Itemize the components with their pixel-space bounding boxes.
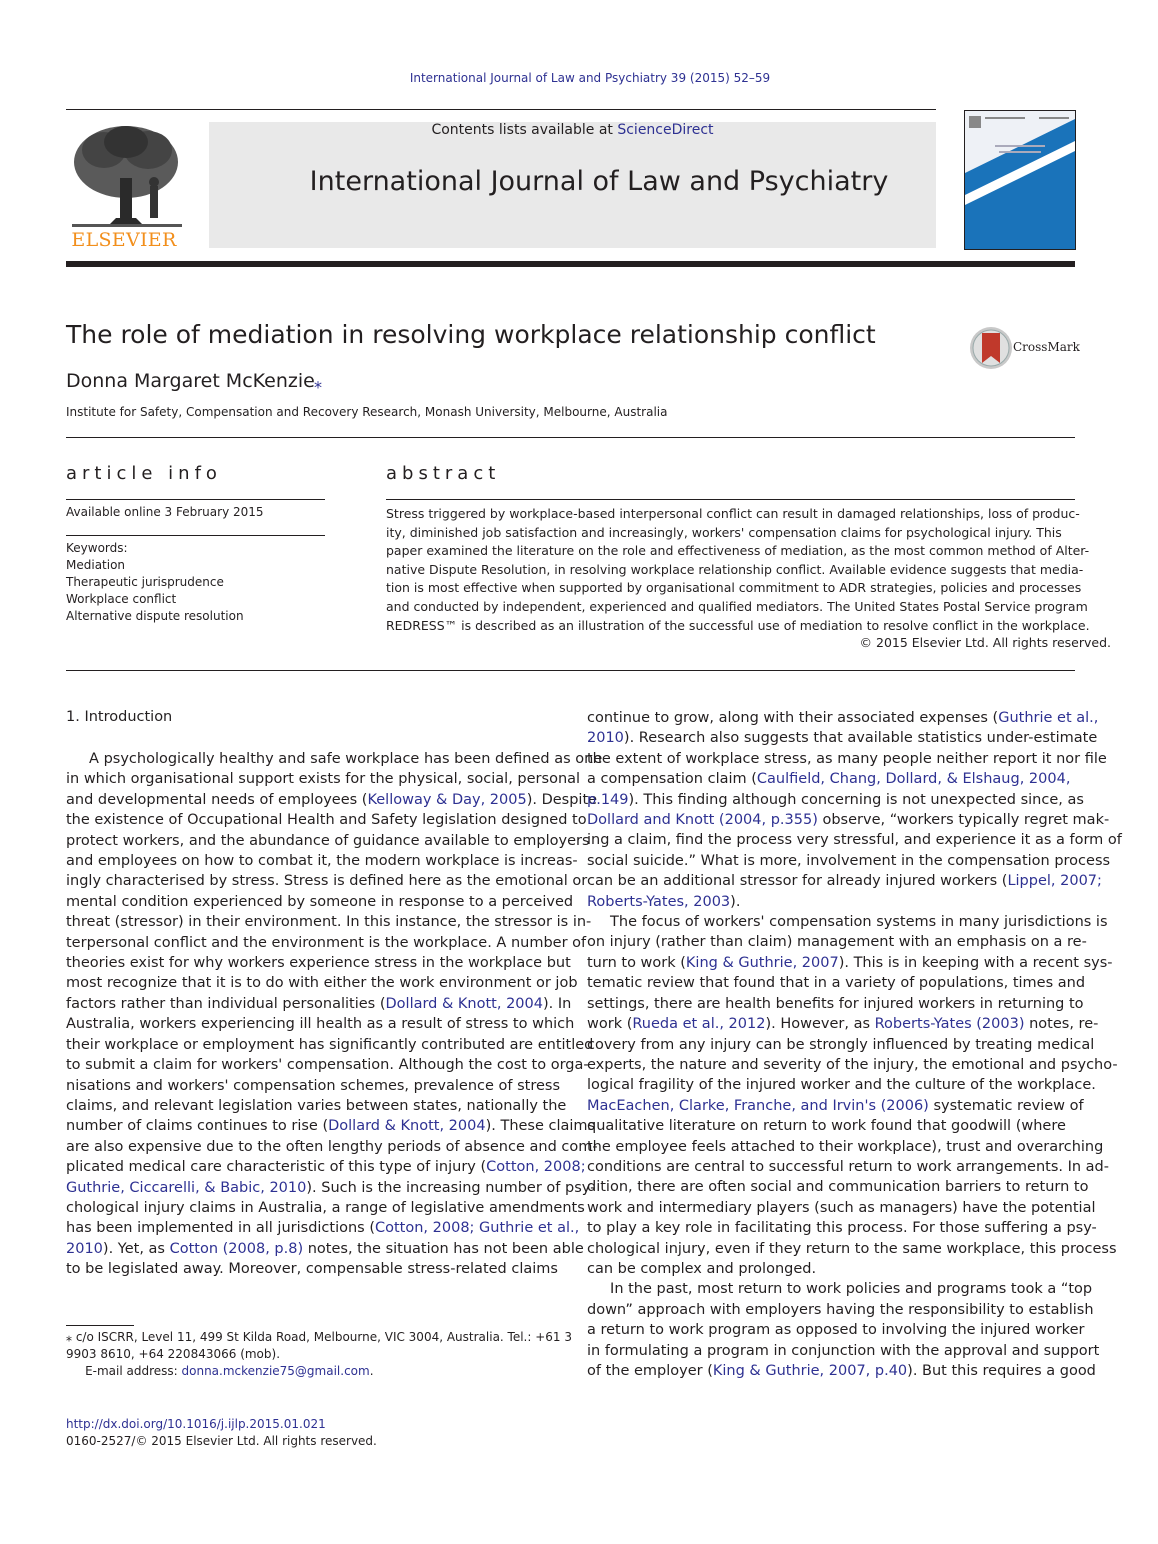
body-line <box>587 1055 1122 1075</box>
body-text: chological injury, even if they return to the same workplace, this process <box>587 1240 1117 1257</box>
journal-title: International Journal of Law and Psychiatry <box>309 166 889 197</box>
author-footnote-mark[interactable]: ⁎ <box>314 373 322 392</box>
body-text: the existence of Occupational Health and Safety legislation designed to <box>66 812 587 829</box>
body-line <box>587 1198 1122 1218</box>
body-line <box>587 830 1122 850</box>
contents-prefix: Contents lists available at <box>431 122 618 138</box>
body-text: ). This is in keeping with a recent sys- <box>838 954 1113 971</box>
body-line <box>66 994 602 1014</box>
citation-link[interactable]: Dollard and Knott (2004, p.355) <box>587 812 818 829</box>
body-text: on injury (rather than claim) management with an emphasis on a re- <box>587 934 1087 951</box>
body-text: claims, and relevant legislation varies between states, nationally the <box>66 1097 567 1114</box>
body-text: ). This ﬁnding although concerning is not unexpected since, as <box>628 791 1084 808</box>
body-text: observe, “workers typically regret mak- <box>817 812 1110 829</box>
abstract-line: Stress triggered by workplace-based interpersonal conﬂict can result in damaged relationships, loss of produc- <box>386 506 1080 521</box>
body-text: in formulating a program in conjunction with the approval and support <box>587 1342 1100 1359</box>
body-line <box>587 1300 1122 1320</box>
keyword: Alternative dispute resolution <box>66 609 244 623</box>
abstract-line: and conducted by independent, experienced and qualiﬁed mediators. The United States Postal Service program <box>386 598 1088 614</box>
top-rule <box>66 109 936 110</box>
body-text: down” approach with employers having the responsibility to establish <box>587 1301 1094 1318</box>
body-line <box>66 973 602 993</box>
body-text: theories exist for why workers experience stress in the workplace but <box>66 955 571 972</box>
citation-link[interactable]: Guthrie, Ciccarelli, & Babic, 2010 <box>66 1179 307 1196</box>
body-text: the extent of workplace stress, as many people neither report it nor ﬁle <box>587 750 1107 767</box>
body-line <box>66 1076 602 1096</box>
body-text: chological injury claims in Australia, a range of legislative amendments <box>66 1199 585 1216</box>
body-text: ). Such is the increasing number of psy- <box>306 1179 596 1196</box>
body-line <box>66 1137 602 1157</box>
header-thick-rule <box>66 261 1075 267</box>
body-line <box>66 953 602 973</box>
body-line <box>587 973 1122 993</box>
body-text: logical fragility of the injured worker and the culture of the workplace. <box>587 1077 1096 1094</box>
body-line <box>66 1218 602 1238</box>
keyword: Workplace conflict <box>66 592 177 606</box>
body-text: can be an additional stressor for already injured workers ( <box>587 873 1008 890</box>
body-text: the employee feels attached to their workplace), trust and overarching <box>587 1138 1104 1155</box>
body-text: experts, the nature and severity of the injury, the emotional and psycho- <box>587 1056 1118 1073</box>
body-text: continue to grow, along with their associated expenses ( <box>587 710 999 726</box>
email-label: E-mail address: <box>66 1364 182 1378</box>
body-text: and developmental needs of employees ( <box>66 791 368 808</box>
footnote-phone: 9903 8610, +64 220843066 (mob). <box>66 1347 281 1361</box>
doi-link[interactable]: http://dx.doi.org/10.1016/j.ijlp.2015.01.021 <box>66 1417 326 1431</box>
citation-link[interactable]: Roberts-Yates (2003) <box>874 1016 1025 1033</box>
citation-link[interactable]: Roberts-Yates, 2003 <box>587 893 731 910</box>
body-text: most recognize that it is to do with either the work environment or job <box>66 975 578 992</box>
email-link[interactable]: donna.mckenzie75@gmail.com <box>181 1364 370 1378</box>
citation-link[interactable]: Rueda et al., 2012 <box>632 1016 766 1033</box>
body-text: mental condition experienced by someone in response to a perceived <box>66 893 574 910</box>
citation-link[interactable]: Caulﬁeld, Chang, Dollard, & Elshaug, 2004, <box>756 771 1071 788</box>
keywords-label: Keywords: <box>66 541 128 555</box>
body-text: to submit a claim for workers' compensation. Although the cost to orga- <box>66 1057 589 1074</box>
body-text: turn to work ( <box>587 954 686 971</box>
doi-block <box>66 1416 377 1450</box>
abstract-rule <box>386 499 1075 500</box>
body-line <box>587 953 1122 973</box>
footnote-address: ⁎ c/o ISCRR, Level 11, 499 St Kilda Road, Melbourne, VIC 3004, Australia. Tel.: +61 3 <box>66 1330 573 1344</box>
body-line <box>66 912 602 932</box>
body-line <box>587 1320 1122 1340</box>
body-line <box>587 1361 1122 1381</box>
author-name: Donna Margaret McKenzie <box>66 370 315 392</box>
body-line <box>587 790 1122 810</box>
body-text: to be legislated away. Moreover, compensable stress-related claims <box>66 1261 558 1278</box>
body-line <box>587 728 1122 748</box>
body-line <box>587 892 1122 912</box>
body-text: ingly characterised by stress. Stress is deﬁned here as the emotional or <box>66 873 588 890</box>
body-text: dition, there are often social and communication barriers to return to <box>587 1179 1089 1196</box>
body-text: ). Yet, as <box>102 1240 170 1257</box>
journal-cover-art <box>965 111 1075 249</box>
crossmark-label: CrossMark <box>1013 340 1080 354</box>
citation-link[interactable]: King & Guthrie, 2007, p.40 <box>712 1363 908 1379</box>
keyword: Mediation <box>66 558 126 572</box>
body-column-left <box>66 749 602 1280</box>
body-text: work ( <box>587 1016 633 1033</box>
citation-link[interactable]: Cotton, 2008; Guthrie et al., <box>375 1220 580 1237</box>
journal-cover[interactable] <box>964 110 1076 250</box>
body-line <box>587 769 1122 789</box>
body-text: and employees on how to combat it, the modern workplace is increas- <box>66 853 578 870</box>
body-line <box>66 871 602 891</box>
body-text: a compensation claim ( <box>587 771 757 788</box>
body-text: nisations and workers' compensation schemes, prevalence of stress <box>66 1077 561 1094</box>
citation-link[interactable]: p.149 <box>587 791 629 808</box>
body-text: ). These claims <box>485 1118 596 1135</box>
body-text: ing a claim, ﬁnd the process very stressful, and experience it as a form of <box>587 832 1122 849</box>
citation-link[interactable]: Dollard & Knott, 2004 <box>328 1118 486 1135</box>
body-text: covery from any injury can be strongly inﬂuenced by treating medical <box>587 1036 1095 1053</box>
body-line <box>66 1178 602 1198</box>
body-text: ). <box>730 893 741 910</box>
body-line <box>66 1157 602 1177</box>
rule-below-affiliation <box>66 437 1075 438</box>
body-line <box>587 1137 1122 1157</box>
body-text: are also expensive due to the often lengthy periods of absence and com- <box>66 1138 598 1155</box>
body-line <box>66 851 602 871</box>
body-text: social suicide.” What is more, involvement in the compensation process <box>587 852 1111 869</box>
body-line <box>587 1075 1122 1095</box>
body-line <box>66 1014 602 1034</box>
body-line <box>66 1259 602 1279</box>
abstract-line: paper examined the literature on the role and effectiveness of mediation, as the most common method of Alter- <box>386 543 1090 559</box>
body-text: tematic review that found that in a variety of populations, times and <box>587 975 1086 992</box>
body-text: terpersonal conﬂict and the environment is the workplace. A number of <box>66 934 587 951</box>
body-line <box>587 1177 1122 1197</box>
body-line <box>66 1239 602 1259</box>
body-line <box>587 1096 1122 1116</box>
journal-citation[interactable]: International Journal of Law and Psychiatry 39 (2015) 52–59 <box>409 71 771 85</box>
citation-link[interactable]: Dollard & Knott, 2004 <box>385 995 543 1012</box>
footnote-rule <box>66 1325 134 1326</box>
body-line <box>66 749 602 769</box>
abstract-line: ity, diminished job satisfaction and increasingly, workers' compensation claims for psychological injury. This <box>386 524 1062 540</box>
citation-link[interactable]: King & Guthrie, 2007 <box>685 954 839 971</box>
author-affiliation: Institute for Safety, Compensation and Recovery Research, Monash University, Melbourne, Australia <box>66 405 668 419</box>
issn-copyright: 0160-2527/© 2015 Elsevier Ltd. All rights reserved. <box>66 1434 377 1448</box>
citation-link[interactable]: Cotton, 2008; <box>486 1159 586 1176</box>
body-line <box>66 1096 602 1116</box>
article-title: The role of mediation in resolving workplace relationship conflict <box>66 320 876 349</box>
citation-link[interactable]: 2010 <box>587 730 624 747</box>
body-text: work and intermediary players (such as managers) have the potential <box>587 1199 1096 1216</box>
citation-link[interactable]: Cotton (2008, p.8) <box>169 1240 304 1257</box>
rule-below-abstract <box>66 670 1075 671</box>
body-text: settings, there are health beneﬁts for injured workers in returning to <box>587 995 1084 1012</box>
body-text: ). But this requires a good <box>907 1363 1096 1379</box>
body-text: notes, the situation has not been able <box>303 1240 584 1257</box>
body-line <box>587 810 1122 830</box>
body-text: ). Despite <box>526 791 598 808</box>
body-text: a return to work program as opposed to involving the injured worker <box>587 1322 1085 1339</box>
body-text: ). However, as <box>765 1016 875 1033</box>
keyword: Therapeutic jurisprudence <box>66 575 224 589</box>
body-line <box>587 932 1122 952</box>
body-line <box>66 810 602 830</box>
body-text: of the employer ( <box>587 1363 713 1379</box>
body-text: in which organisational support exists for the physical, social, personal <box>66 771 581 788</box>
body-line <box>587 1259 1122 1279</box>
body-text: to play a key role in facilitating this process. For those suffering a psy- <box>587 1220 1097 1237</box>
body-line <box>587 1279 1122 1299</box>
citation-link[interactable]: Lippel, 2007; <box>1007 873 1102 890</box>
body-line <box>66 933 602 953</box>
body-line <box>587 749 1122 769</box>
body-line <box>66 892 602 912</box>
body-line <box>587 1116 1122 1136</box>
body-line <box>66 1116 602 1136</box>
body-text: ). In <box>542 995 572 1012</box>
citation-link[interactable]: Kelloway & Day, 2005 <box>367 791 527 808</box>
body-line <box>587 1218 1122 1238</box>
body-text: plicated medical care characteristic of this type of injury ( <box>66 1159 487 1176</box>
section-heading-introduction: 1. Introduction <box>66 709 173 725</box>
body-line <box>587 1157 1122 1177</box>
article-info-heading: article info <box>66 463 222 484</box>
body-line <box>587 871 1122 891</box>
keywords-rule <box>66 535 325 536</box>
body-line <box>587 1014 1122 1034</box>
body-line <box>587 708 1122 728</box>
body-text: In the past, most return to work policies and programs took a “top <box>587 1281 1093 1298</box>
body-text: The focus of workers' compensation systems in many jurisdictions is <box>587 914 1108 931</box>
body-text: their workplace or employment has signiﬁcantly contributed are entitled <box>66 1036 594 1053</box>
body-text: protect workers, and the abundance of guidance available to employers <box>66 832 590 849</box>
body-text: ). Research also suggests that available statistics under-estimate <box>623 730 1098 747</box>
body-line <box>66 790 602 810</box>
body-line <box>66 769 602 789</box>
footnote-email-line <box>66 1363 572 1380</box>
email-end: . <box>369 1364 374 1378</box>
body-text: conditions are central to successful return to work arrangements. In ad- <box>587 1158 1109 1175</box>
body-text: notes, re- <box>1024 1016 1099 1033</box>
citation-link[interactable]: Guthrie et al., <box>998 710 1099 726</box>
sciencedirect-link[interactable]: ScienceDirect <box>617 122 714 138</box>
abstract-copyright: © 2015 Elsevier Ltd. All rights reserved. <box>859 635 1111 650</box>
body-text: has been implemented in all jurisdictions ( <box>66 1220 375 1237</box>
body-text: number of claims continues to rise ( <box>66 1118 329 1135</box>
elsevier-wordmark: ELSEVIER <box>71 229 177 251</box>
body-text: factors rather than individual personalities ( <box>66 995 386 1012</box>
abstract-heading: abstract <box>386 463 501 484</box>
body-line <box>66 831 602 851</box>
abstract-line: tion is most effective when supported by organisational commitment to ADR strategies, policies and processes <box>386 580 1082 596</box>
body-text: systematic review of <box>928 1097 1084 1114</box>
body-line <box>66 1055 602 1075</box>
body-line <box>587 912 1122 932</box>
body-text: Australia, workers experiencing ill health as a result of stress to which <box>66 1016 575 1033</box>
article-info-rule <box>66 499 325 500</box>
body-line <box>66 1198 602 1218</box>
citation-link[interactable]: MacEachen, Clarke, Franche, and Irvin's (2006) <box>587 1097 929 1114</box>
body-text: A psychologically healthy and safe workplace has been deﬁned as one <box>66 751 603 767</box>
body-text: can be complex and prolonged. <box>587 1260 817 1277</box>
contents-line <box>209 122 936 138</box>
body-line <box>587 1239 1122 1259</box>
abstract-line: native Dispute Resolution, in resolving workplace relationship conﬂict. Available evidence suggests that media- <box>386 561 1084 577</box>
body-line <box>587 851 1122 871</box>
body-text: threat (stressor) in their environment. In this instance, the stressor is in- <box>66 914 592 931</box>
abstract-line: REDRESS™ is described as an illustration of the successful use of mediation to resolve conﬂict in the workplace. <box>386 617 1090 633</box>
citation-link[interactable]: 2010 <box>66 1240 103 1257</box>
body-line <box>587 1341 1122 1361</box>
body-line <box>587 1035 1122 1055</box>
author-footnote <box>66 1329 572 1380</box>
body-column-right <box>587 708 1122 1381</box>
keywords-block <box>66 540 244 625</box>
available-online-date: Available online 3 February 2015 <box>66 505 264 519</box>
abstract-text <box>386 505 1090 635</box>
body-line <box>66 1035 602 1055</box>
body-line <box>587 994 1122 1014</box>
body-text: qualitative literature on return to work found that goodwill (where <box>587 1118 1066 1135</box>
